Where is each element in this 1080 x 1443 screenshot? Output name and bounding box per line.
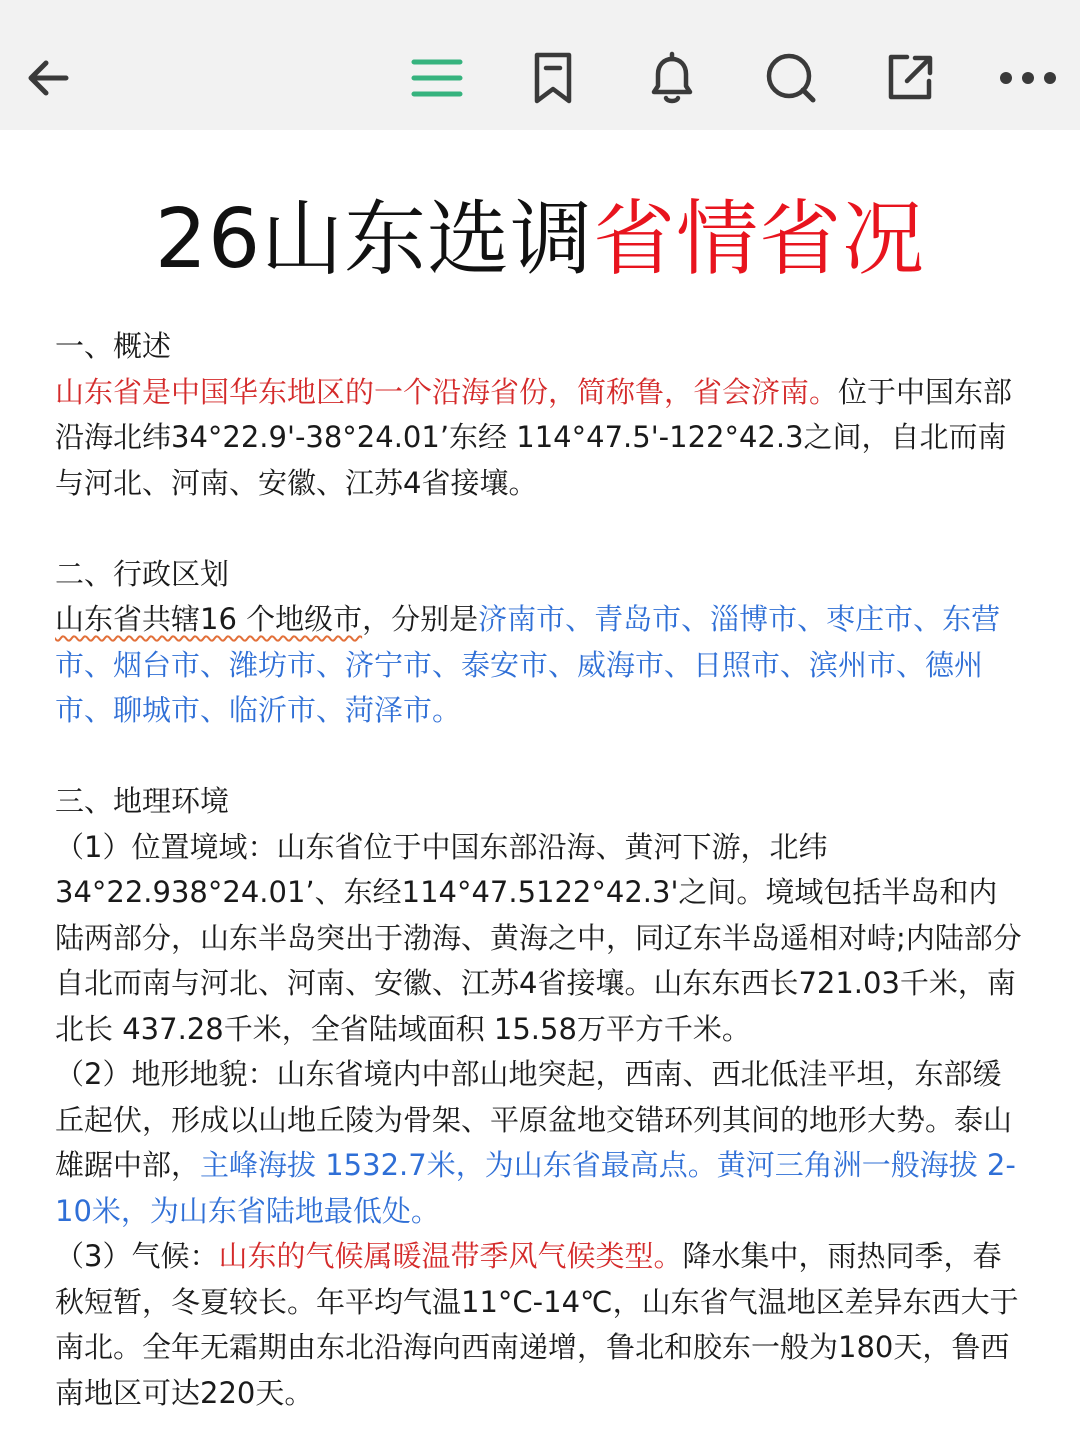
share-button[interactable]: [862, 30, 958, 126]
menu-lines-icon: [410, 54, 464, 102]
bookmark-icon: [529, 51, 577, 105]
section-heading-geography: 三、地理环境: [55, 784, 230, 818]
terrain-text: （2）地形地貌：山东省境内中部山地突起，西南、西北低洼平坦，东部缓丘起伏，形成以山地丘陵为骨架、平原盆地交错环列其间的地形大势。泰山雄踞中部，: [55, 1057, 1013, 1182]
admin-paragraph: [55, 597, 1025, 734]
geo-terrain-paragraph: [55, 1052, 1025, 1234]
notification-button[interactable]: [624, 30, 720, 126]
back-arrow-icon: [22, 52, 74, 104]
title-part-red: 省情省况: [593, 192, 926, 287]
geo-climate-paragraph: [55, 1234, 1025, 1416]
share-icon: [883, 51, 937, 105]
geo-location-paragraph: （1）位置境域：山东省位于中国东部沿海、黄河下游，北纬34°22.938°24.01’、东经114°47.5122°42.3'之间。境域包括半岛和内陆两部分，山东半岛突出于渤海、黄海之中，同辽东半岛遥相对峙;内陆部分自北而南与河北、河南、安徽、江苏4省接壤。山东东西长721.03千米，南北长 437.28千米，全省陆域面积 15.58万平方千米。: [55, 829, 1022, 1046]
climate-highlight-red: 山东的气候属暖温带季风气候类型。: [218, 1239, 683, 1273]
menu-button[interactable]: [389, 30, 485, 126]
title-part-black: 26山东选调: [154, 192, 594, 287]
climate-label: （3）气候：: [55, 1239, 219, 1273]
more-dots-icon: [998, 70, 1058, 86]
more-button[interactable]: [980, 30, 1076, 126]
admin-underlined-text: 山东省共辖16 个地级市: [55, 602, 363, 636]
climate-text: 降水集中，雨热同季，春秋短暂，冬夏较长。年平均气温11°C-14℃，山东省气温地区差异东西大于南北。全年无霜期由东北沿海向西南递增，鲁北和胶东一般为180天，鲁西南地区可达220天。: [55, 1239, 1019, 1410]
search-button[interactable]: [743, 30, 839, 126]
search-icon: [763, 50, 819, 106]
page-title: [0, 190, 1080, 290]
spacer: [55, 506, 1025, 552]
overview-text: 位于中国东部沿海北纬34°22.9'-38°24.01’东经 114°47.5'-122°42.3之间，自北而南与河北、河南、安徽、江苏4省接壤。: [55, 374, 1013, 500]
overview-paragraph: [55, 370, 1025, 507]
admin-cities-list: 济南市、青岛市、淄博市、枣庄市、东营市、烟台市、潍坊市、济宁市、泰安市、威海市、日照市、滨州市、德州市、聊城市、临沂市、菏泽市。: [55, 602, 1001, 727]
section-heading-admin: 二、行政区划: [55, 556, 230, 591]
admin-middle-text: ，分别是: [362, 602, 479, 636]
back-button[interactable]: [0, 30, 96, 126]
terrain-highlight-blue: 主峰海拔 1532.7米，为山东省最高点。黄河三角洲一般海拔 2-10米，为山东省陆地最低处。: [55, 1148, 1016, 1228]
spacer: [55, 734, 1025, 780]
top-toolbar: [0, 0, 1080, 130]
bookmark-button[interactable]: [505, 30, 601, 126]
bell-icon: [646, 50, 698, 106]
section-heading-overview: 一、概述: [55, 329, 172, 363]
article-body: [55, 324, 1025, 1416]
overview-highlight-red: 山东省是中国华东地区的一个沿海省份，简称鲁，省会济南。: [55, 374, 839, 409]
